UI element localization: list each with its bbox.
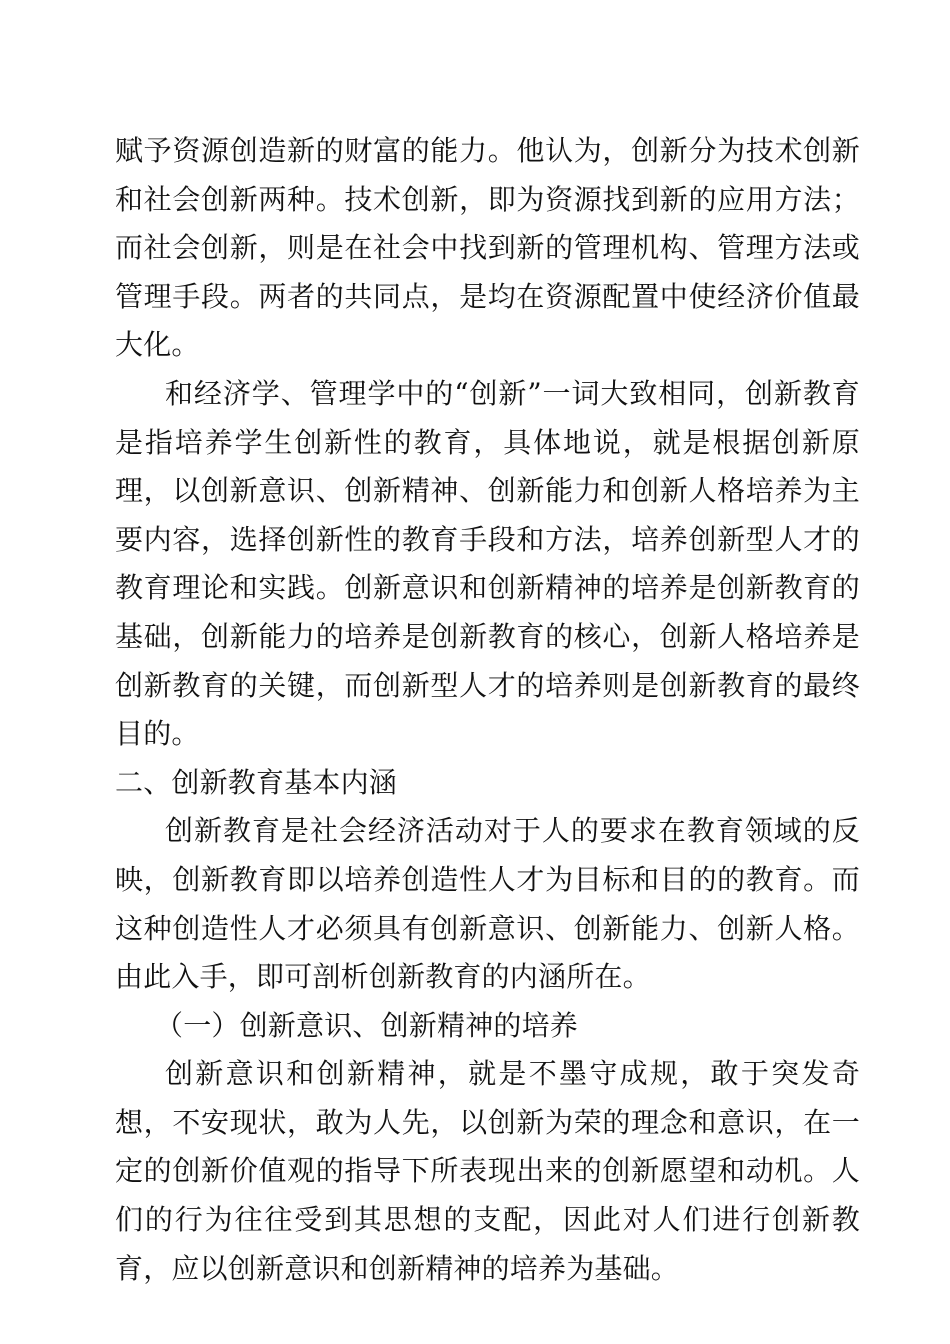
section-heading: 二、创新教育基本内涵	[115, 765, 398, 799]
paragraph-continued: 赋予资源创造新的财富的能力。他认为，创新分为技术创新和社会创新两种。技术创新，即为资源找到新的应用方法；而社会创新，则是在社会中找到新的管理机构、管理方法或管理手段。两者的共同点，是均在资源配置中使经济价值最大化。	[115, 134, 860, 362]
paragraph-innovation-education-definition: 和经济学、管理学中的“创新”一词大致相同，创新教育是指培养学生创新性的教育，具体地说，就是根据创新原理，以创新意识、创新精神、创新能力和创新人格培养为主要内容，选择创新性的教育手段和方法，培养创新型人才的教育理论和实践。创新意识和创新精神的培养是创新教育的基础，创新能力的培养是创新教育的核心，创新人格培养是创新教育的关键，而创新型人才的培养则是创新教育的最终目的。	[115, 376, 860, 751]
subsection-heading: （一）创新意识、创新精神的培养	[155, 1008, 579, 1042]
paragraph-innovation-awareness: 创新意识和创新精神，就是不墨守成规，敢于突发奇想，不安现状，敢为人先，以创新为荣的理念和意识，在一定的创新价值观的指导下所表现出来的创新愿望和动机。人们的行为往往受到其思想的支配，因此对人们进行创新教育，应以创新意识和创新精神的培养为基础。	[115, 1057, 860, 1285]
document-body	[115, 127, 860, 1293]
paragraph-innovation-education-connotation: 创新教育是社会经济活动对于人的要求在教育领域的反映，创新教育即以培养创造性人才为目标和目的的教育。而这种创造性人才必须具有创新意识、创新能力、创新人格。由此入手，即可剖析创新教育的内涵所在。	[115, 814, 860, 994]
